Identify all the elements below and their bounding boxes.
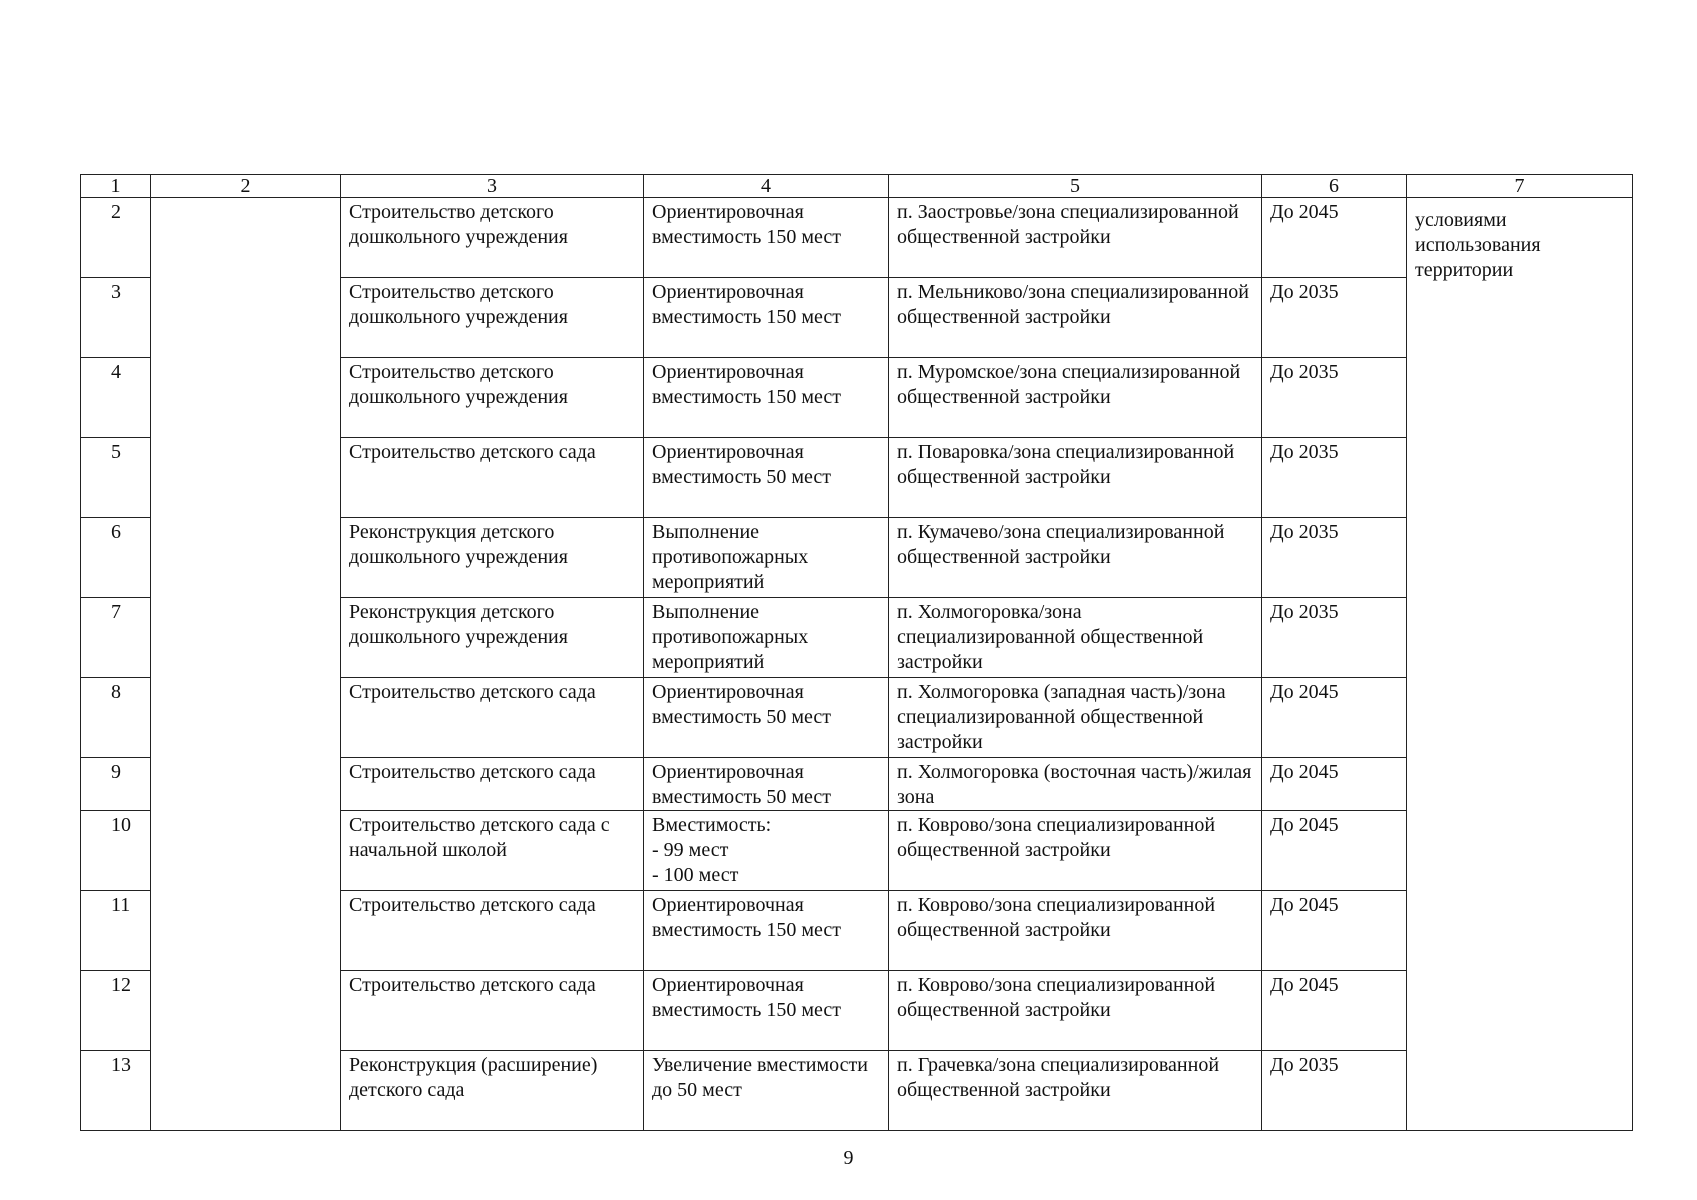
implementation-term: До 2035 [1262, 358, 1407, 438]
object-name: Строительство детского сада [341, 438, 644, 518]
page-number: 9 [843, 1147, 854, 1169]
row-number: 8 [81, 678, 151, 758]
row-number: 11 [81, 891, 151, 971]
table-row [81, 811, 1633, 891]
object-parameters: Вместимость: - 99 мест - 100 мест [644, 811, 889, 891]
object-name: Реконструкция детского дошкольного учреждения [341, 598, 644, 678]
table-row [81, 678, 1633, 758]
implementation-term: До 2035 [1262, 278, 1407, 358]
object-parameters: Увеличение вместимости до 50 мест [644, 1051, 889, 1131]
header-col-6: 6 [1262, 175, 1407, 198]
implementation-term: До 2035 [1262, 518, 1407, 598]
header-row [81, 175, 1633, 198]
implementation-term: До 2035 [1262, 598, 1407, 678]
table-row [81, 198, 1633, 278]
object-parameters: Ориентировочная вместимость 150 мест [644, 198, 889, 278]
implementation-term: До 2045 [1262, 758, 1407, 811]
header-col-3: 3 [341, 175, 644, 198]
object-parameters: Ориентировочная вместимость 150 мест [644, 358, 889, 438]
empty-cell-col-2 [151, 971, 341, 1051]
table-row [81, 891, 1633, 971]
object-location: п. Заостровье/зона специализированной общественной застройки [889, 198, 1262, 278]
row-number: 7 [81, 598, 151, 678]
object-parameters: Ориентировочная вместимость 50 мест [644, 438, 889, 518]
object-location: п. Поваровка/зона специализированной общественной застройки [889, 438, 1262, 518]
row-number: 4 [81, 358, 151, 438]
object-parameters: Выполнение противопожарных мероприятий [644, 518, 889, 598]
row-number: 6 [81, 518, 151, 598]
object-name: Реконструкция (расширение) детского сада [341, 1051, 644, 1131]
empty-cell-col-2 [151, 358, 341, 438]
row-number: 2 [81, 198, 151, 278]
row-number: 3 [81, 278, 151, 358]
object-parameters: Ориентировочная вместимость 150 мест [644, 891, 889, 971]
object-location: п. Холмогоровка/зона специализированной общественной застройки [889, 598, 1262, 678]
empty-cell-col-2 [151, 891, 341, 971]
object-location: п. Коврово/зона специализированной общественной застройки [889, 891, 1262, 971]
implementation-term: До 2045 [1262, 198, 1407, 278]
empty-cell-col-2 [151, 198, 341, 278]
object-parameters: Ориентировочная вместимость 50 мест [644, 758, 889, 811]
header-col-7: 7 [1407, 175, 1633, 198]
object-parameters: Ориентировочная вместимость 150 мест [644, 278, 889, 358]
table-row [81, 1051, 1633, 1131]
object-name: Строительство детского сада с начальной школой [341, 811, 644, 891]
object-location: п. Коврово/зона специализированной общественной застройки [889, 811, 1262, 891]
table-row [81, 598, 1633, 678]
object-name: Строительство детского дошкольного учреждения [341, 198, 644, 278]
object-name: Реконструкция детского дошкольного учреждения [341, 518, 644, 598]
planning-table [80, 174, 1633, 1131]
empty-cell-col-2 [151, 678, 341, 758]
table-row [81, 278, 1633, 358]
row-number: 9 [81, 758, 151, 811]
header-col-5: 5 [889, 175, 1262, 198]
object-name: Строительство детского сада [341, 891, 644, 971]
row-number: 13 [81, 1051, 151, 1131]
object-parameters: Ориентировочная вместимость 50 мест [644, 678, 889, 758]
table-row [81, 971, 1633, 1051]
empty-cell-col-2 [151, 598, 341, 678]
object-parameters: Выполнение противопожарных мероприятий [644, 598, 889, 678]
object-location: п. Холмогоровка (восточная часть)/жилая зона [889, 758, 1262, 811]
empty-cell-col-2 [151, 278, 341, 358]
implementation-term: До 2035 [1262, 1051, 1407, 1131]
object-name: Строительство детского сада [341, 758, 644, 811]
header-col-2: 2 [151, 175, 341, 198]
empty-cell-col-2 [151, 758, 341, 811]
object-location: п. Кумачево/зона специализированной общественной застройки [889, 518, 1262, 598]
object-location: п. Муромское/зона специализированной общественной застройки [889, 358, 1262, 438]
row-number: 12 [81, 971, 151, 1051]
implementation-term: До 2035 [1262, 438, 1407, 518]
object-location: п. Грачевка/зона специализированной общественной застройки [889, 1051, 1262, 1131]
object-location: п. Мельниково/зона специализированной общественной застройки [889, 278, 1262, 358]
empty-cell-col-2 [151, 518, 341, 598]
object-name: Строительство детского дошкольного учреждения [341, 278, 644, 358]
column-7-note: условиями использования территории [1407, 198, 1633, 1131]
object-location: п. Холмогоровка (западная часть)/зона специализированной общественной застройки [889, 678, 1262, 758]
implementation-term: До 2045 [1262, 971, 1407, 1051]
table-row [81, 518, 1633, 598]
empty-cell-col-2 [151, 438, 341, 518]
object-name: Строительство детского сада [341, 678, 644, 758]
implementation-term: До 2045 [1262, 811, 1407, 891]
object-name: Строительство детского сада [341, 971, 644, 1051]
object-name: Строительство детского дошкольного учреждения [341, 358, 644, 438]
empty-cell-col-2 [151, 1051, 341, 1131]
object-parameters: Ориентировочная вместимость 150 мест [644, 971, 889, 1051]
implementation-term: До 2045 [1262, 678, 1407, 758]
row-number: 5 [81, 438, 151, 518]
table-row [81, 438, 1633, 518]
header-col-4: 4 [644, 175, 889, 198]
table-row [81, 358, 1633, 438]
header-col-1: 1 [81, 175, 151, 198]
implementation-term: До 2045 [1262, 891, 1407, 971]
table-row [81, 758, 1633, 811]
row-number: 10 [81, 811, 151, 891]
object-location: п. Коврово/зона специализированной общественной застройки [889, 971, 1262, 1051]
empty-cell-col-2 [151, 811, 341, 891]
